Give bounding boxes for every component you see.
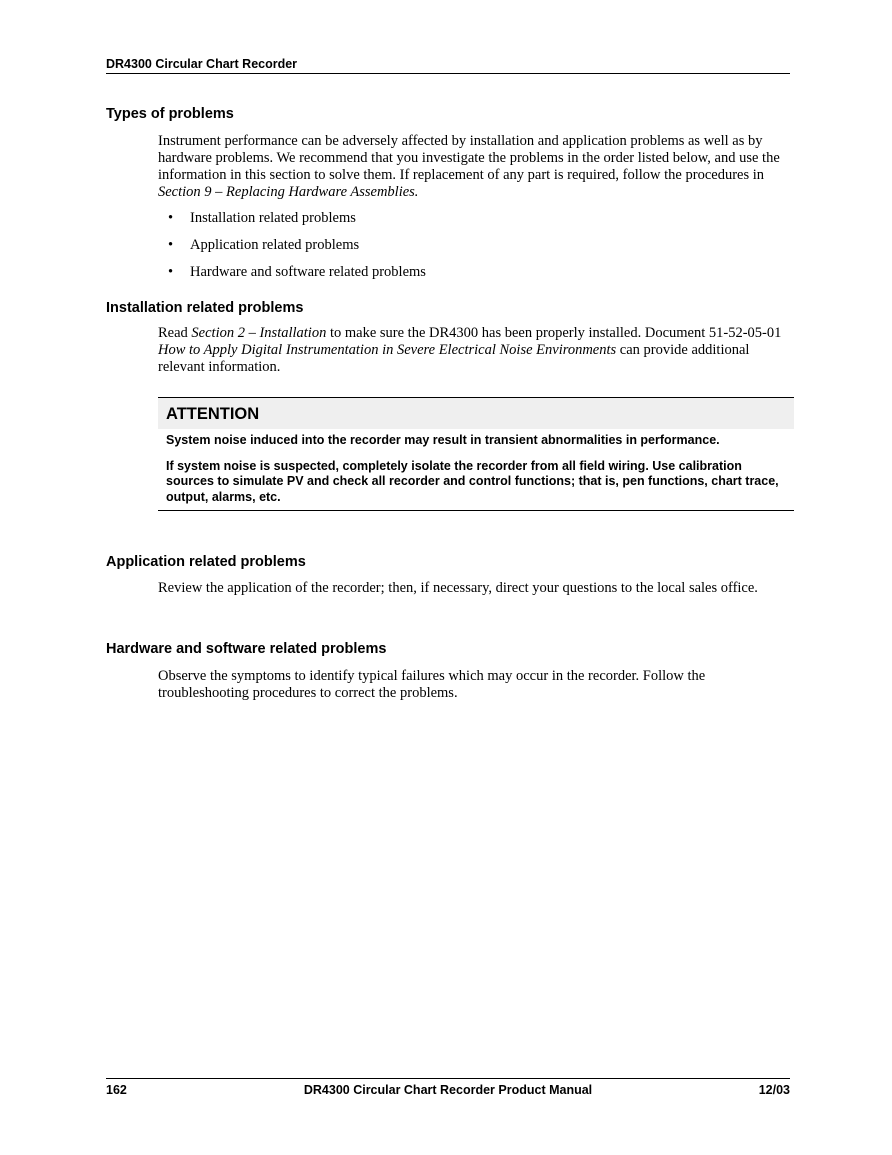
footer-date: 12/03 [758, 1083, 790, 1097]
bullet-icon: • [168, 237, 174, 253]
list-item-label: Installation related problems [190, 210, 356, 226]
installation-text-1: Read [158, 325, 192, 341]
problem-type-list [158, 210, 426, 291]
header-title: DR4300 Circular Chart Recorder [106, 57, 298, 71]
page-number: 162 [106, 1083, 127, 1097]
page-header [106, 57, 790, 74]
attention-box [158, 397, 794, 511]
heading-types-of-problems: Types of problems [106, 106, 234, 122]
types-intro-text: Instrument performance can be adversely affected by installation and application problems as well as by hardware problems. We recommend that you investigate the problems in the order listed below, and use the information in this section to solve them. If replacement of any part is required, follow the procedures in [158, 133, 780, 183]
types-intro-italic: Section 9 – Replacing Hardware Assemblies. [158, 184, 419, 200]
attention-title: ATTENTION [158, 398, 794, 429]
footer-manual-title: DR4300 Circular Chart Recorder Product Manual [303, 1083, 593, 1097]
list-item [158, 264, 426, 291]
installation-paragraph [158, 325, 790, 376]
installation-text-3: can provide additional relevant information. [158, 342, 750, 375]
heading-installation-related-problems: Installation related problems [106, 300, 304, 316]
page-footer [106, 1078, 790, 1097]
installation-italic-2: How to Apply Digital Instrumentation in Severe Electrical Noise Environments [158, 342, 617, 358]
heading-hardware-software-related-problems: Hardware and software related problems [106, 641, 387, 657]
types-intro-paragraph [158, 133, 790, 201]
list-item-label: Hardware and software related problems [190, 264, 426, 280]
installation-text-2: to make sure the DR4300 has been properly installed. Document 51-52-05-01 [326, 325, 782, 341]
heading-application-related-problems: Application related problems [106, 554, 306, 570]
bullet-icon: • [168, 264, 174, 280]
attention-paragraph-2: If system noise is suspected, completely isolate the recorder from all field wiring. Use calibration sources to simulate PV and check all recorder and control functions; that is, pen functions, chart trace, output, alarms, etc. [166, 458, 779, 504]
installation-italic-1: Section 2 – Installation [191, 325, 327, 341]
application-paragraph: Review the application of the recorder; then, if necessary, direct your questions to the local sales office. [158, 580, 758, 596]
list-item [158, 210, 426, 237]
bullet-icon: • [168, 210, 174, 226]
list-item-label: Application related problems [190, 237, 360, 253]
list-item [158, 237, 426, 264]
hardware-paragraph: Observe the symptoms to identify typical failures which may occur in the recorder. Follow the troubleshooting procedures to correct the problems. [158, 668, 706, 701]
attention-paragraph-1: System noise induced into the recorder may result in transient abnormalities in performance. [166, 433, 720, 447]
